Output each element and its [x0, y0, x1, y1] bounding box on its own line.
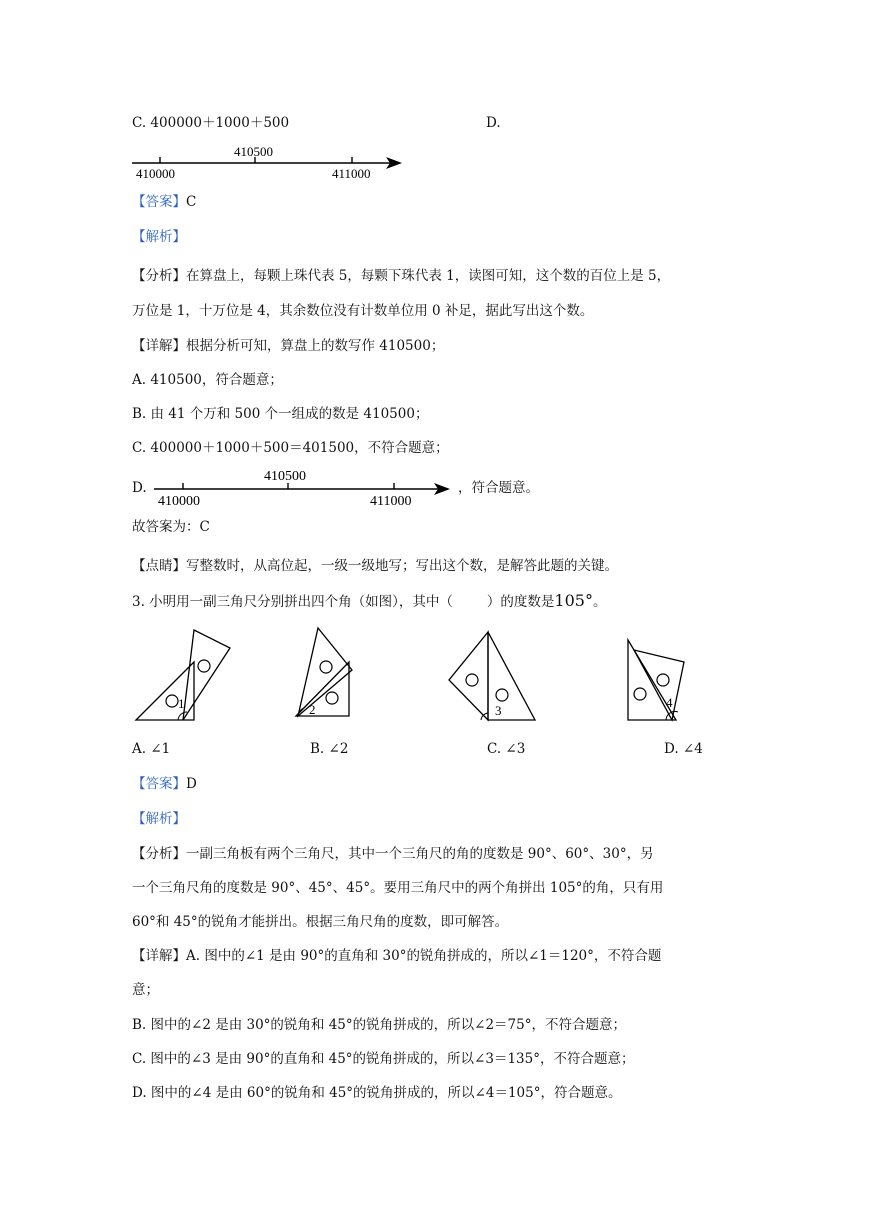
figure-angle-4 — [620, 630, 695, 722]
answer-line-3 — [132, 775, 197, 793]
tip-line — [132, 557, 618, 575]
fig4-label: 4 — [666, 695, 673, 710]
nl2-mid-label: 410500 — [264, 469, 306, 484]
figure-angle-3 — [445, 624, 540, 724]
answer-value: C — [186, 194, 197, 210]
analysis3-line-1 — [132, 845, 654, 863]
detail3-b: B. 图中的∠2 是由 30°的锐角和 45°的锐角拼成的，所以∠2＝75°，不符合题意； — [132, 1017, 626, 1033]
nl1-right-label: 411000 — [332, 166, 371, 181]
detail-text-1: 根据分析可知，算盘上的数写作 410500； — [186, 338, 445, 354]
fig3-label: 3 — [495, 703, 502, 718]
nl2-right-label: 411000 — [370, 494, 412, 509]
option-c: C. ∠3 — [487, 741, 526, 757]
detail-c: C. 400000＋1000＋500＝401500，不符合题意； — [132, 440, 449, 456]
tip-text: 写整数时，从高位起，一级一级地写；写出这个数，是解答此题的关键。 — [186, 558, 618, 574]
option-a: A. ∠1 — [132, 741, 171, 757]
analysis-tag: 【分析】 — [132, 268, 186, 284]
conclusion: 故答案为：C — [132, 519, 210, 535]
detail3-tag: 【详解】 — [132, 948, 186, 964]
analysis3-line-3: 60°和 45°的锐角才能拼出。根据三角尺角的度数，即可解答。 — [132, 914, 509, 930]
analysis-line-2: 万位是 1，十万位是 4，其余数位没有计数单位用 0 补足，据此写出这个数。 — [132, 303, 594, 319]
figure-angle-1 — [130, 624, 240, 724]
jiexi-tag-3: 【解析】 — [132, 811, 186, 827]
number-line-2 — [150, 464, 456, 510]
nl2-left-label: 410000 — [158, 494, 200, 509]
analysis-text-1: 在算盘上，每颗上珠代表 5，每颗下珠代表 1，读图可知，这个数的百位上是 5， — [186, 268, 671, 284]
detail-d-suffix: ，符合题意。 — [458, 480, 539, 496]
option-d: D. ∠4 — [664, 741, 703, 757]
answer-tag: 【答案】 — [132, 194, 186, 210]
detail-tag: 【详解】 — [132, 338, 186, 354]
answer-value-3: D — [186, 776, 197, 792]
question-3-degree: 105° — [554, 591, 593, 610]
option-d-label: D. — [486, 115, 501, 131]
analysis3-line-2: 一个三角尺角的度数是 90°、45°、45°。要用三角尺中的两个角拼出 105°的角，只有用 — [132, 880, 664, 896]
detail3-text-1: A. 图中的∠1 是由 90°的直角和 30°的锐角拼成的，所以∠1＝120°，不符合题 — [186, 948, 662, 964]
option-c-text: C. 400000＋1000＋500 — [132, 115, 290, 131]
analysis-line-1 — [132, 267, 670, 285]
detail3-d: D. 图中的∠4 是由 60°的锐角和 45°的锐角拼成的，所以∠4＝105°，符合题意。 — [132, 1085, 622, 1101]
fig1-label: 1 — [178, 696, 185, 711]
figure-angle-2 — [290, 624, 360, 724]
detail3-line-1b: 意； — [132, 982, 159, 998]
detail-a: A. 410500，符合题意； — [132, 372, 283, 388]
nl1-mid-label: 410500 — [234, 144, 273, 159]
analysis3-tag: 【分析】 — [132, 846, 186, 862]
answer-tag-3: 【答案】 — [132, 776, 186, 792]
fig2-label: 2 — [309, 702, 316, 717]
detail-b: B. 由 41 个万和 500 个一组成的数是 410500； — [132, 406, 429, 422]
question-3-text-b: ）的度数是 — [486, 594, 555, 610]
analysis3-text-1: 一副三角板有两个三角尺，其中一个三角尺的角的度数是 90°、60°、30°，另 — [186, 846, 654, 862]
answer-line — [132, 193, 196, 211]
question-3-end: 。 — [592, 594, 607, 610]
tip-tag: 【点睛】 — [132, 558, 186, 574]
option-b: B. ∠2 — [310, 741, 349, 757]
detail3-line-1 — [132, 947, 661, 965]
detail-line-1 — [132, 337, 444, 355]
number-line-1 — [128, 144, 408, 184]
detail3-c: C. 图中的∠3 是由 90°的直角和 45°的锐角拼成的，所以∠3＝135°，不符合题意； — [132, 1051, 635, 1067]
nl1-left-label: 410000 — [136, 166, 175, 181]
jiexi-tag: 【解析】 — [132, 229, 186, 245]
detail-d-prefix: D. — [132, 480, 147, 496]
question-3 — [132, 592, 606, 611]
question-3-text-a: 3. 小明用一副三角尺分别拼出四个角（如图），其中（ — [132, 594, 453, 610]
